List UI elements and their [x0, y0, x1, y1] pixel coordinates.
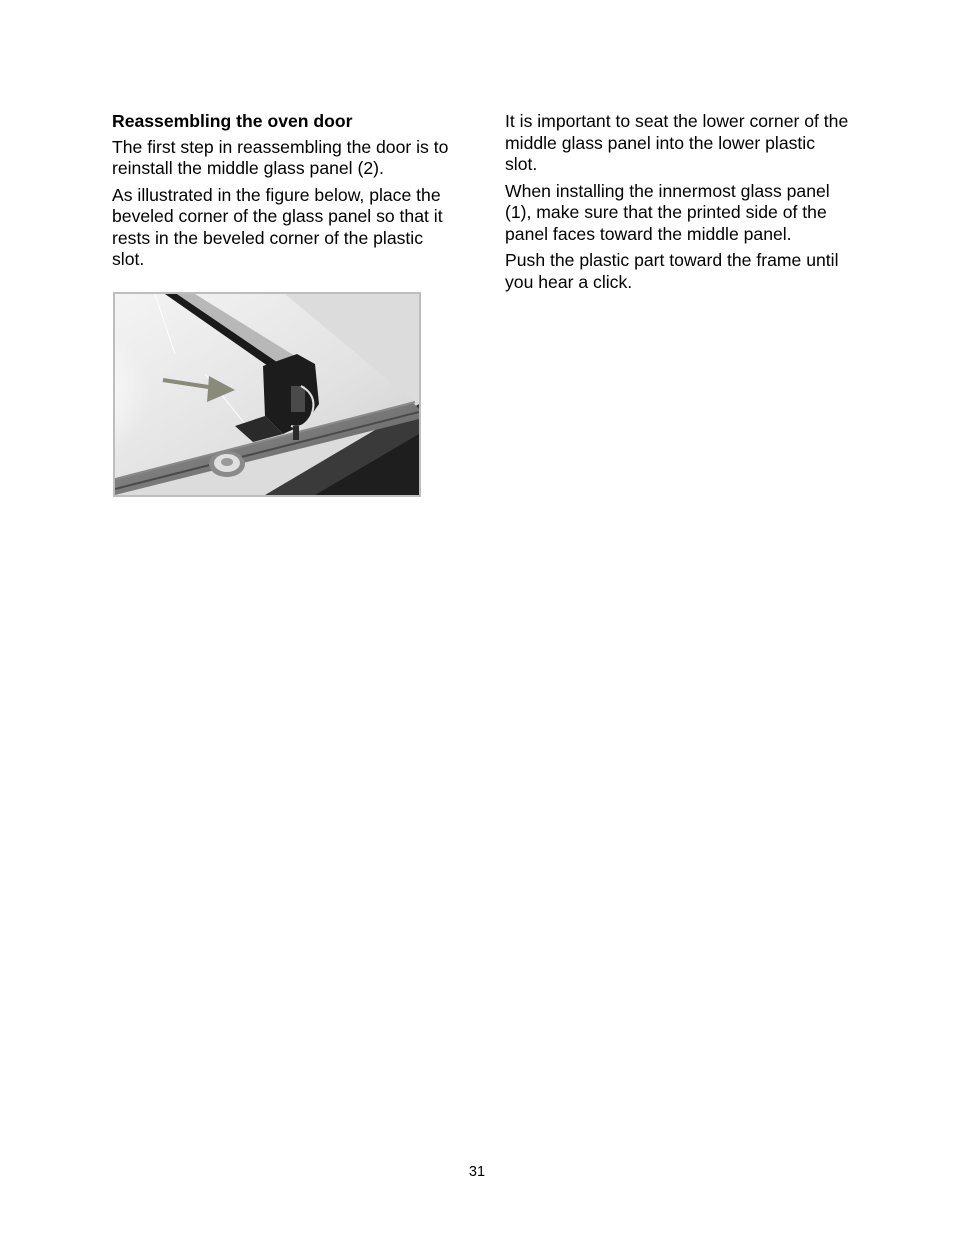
paragraph: The first step in reassembling the door is to reinstall the middle glass panel (2).: [112, 136, 449, 178]
left-column: [112, 111, 452, 276]
paragraph: It is important to seat the lower corner of the middle glass panel into the lower plastic slot.: [505, 111, 849, 174]
page-number: 31: [468, 1164, 486, 1180]
oven-door-glass-panel-illustration-icon: [115, 294, 419, 495]
right-column: [505, 111, 850, 298]
paragraph: As illustrated in the figure below, place the beveled corner of the glass panel so that it rests in the beveled corner of the plastic slot.: [112, 184, 443, 269]
section-heading: Reassembling the oven door: [112, 111, 353, 131]
oven-door-figure: [113, 292, 421, 497]
paragraph: Push the plastic part toward the frame until you hear a click.: [505, 250, 839, 292]
paragraph: When installing the innermost glass panel (1), make sure that the printed side of the panel faces toward the middle panel.: [505, 180, 830, 244]
